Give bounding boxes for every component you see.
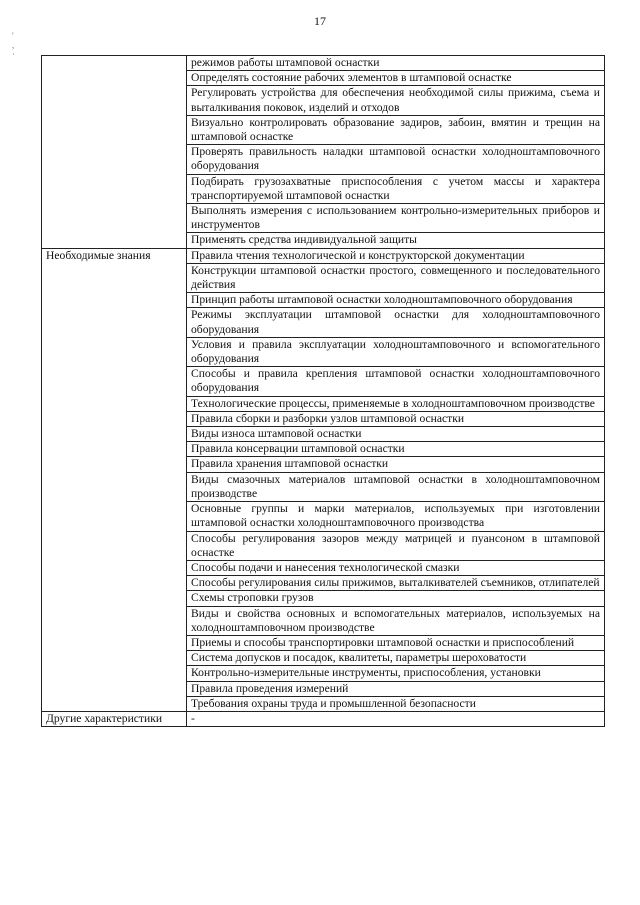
row-text: Регулировать устройства для обеспечения необходимой силы прижима, съема и выталкивания поковок, изделий и отходов (187, 86, 605, 115)
row-text: Виды смазочных материалов штамповой оснастки в холодноштамповочном производстве (187, 472, 605, 501)
row-text: режимов работы штамповой оснастки (187, 56, 605, 71)
row-text: Правила проведения измерений (187, 681, 605, 696)
row-text: Схемы строповки грузов (187, 591, 605, 606)
row-text: Применять средства индивидуальной защиты (187, 233, 605, 248)
row-text: Технологические процессы, применяемые в холодноштамповочном производстве (187, 396, 605, 411)
row-text: Требования охраны труда и промышленной безопасности (187, 696, 605, 711)
row-text: Правила хранения штамповой оснастки (187, 457, 605, 472)
row-text: Способы и правила крепления штамповой оснастки холодноштамповочного оборудования (187, 367, 605, 396)
row-label: Другие характеристики (42, 711, 187, 726)
table-row (42, 56, 605, 71)
requirements-table (41, 55, 605, 727)
row-text: Принцип работы штамповой оснастки холодноштамповочного оборудования (187, 293, 605, 308)
row-text: Правила чтения технологической и конструкторской документации (187, 248, 605, 263)
row-text: Подбирать грузозахватные приспособления с учетом массы и характера транспортируемой штамповой оснастки (187, 174, 605, 203)
page-number: 17 (314, 14, 326, 28)
row-text: Система допусков и посадок, квалитеты, параметры шероховатости (187, 651, 605, 666)
row-text: Определять состояние рабочих элементов в штамповой оснастке (187, 71, 605, 86)
table-row (42, 248, 605, 263)
row-label: Необходимые знания (42, 248, 187, 711)
row-text: Приемы и способы транспортировки штамповой оснастки и приспособлений (187, 635, 605, 650)
table-row (42, 711, 605, 726)
row-text: Правила консервации штамповой оснастки (187, 442, 605, 457)
row-label (42, 56, 187, 249)
row-text: Условия и правила эксплуатации холодноштамповочного и вспомогательного оборудования (187, 337, 605, 366)
row-text: Проверять правильность наладки штамповой оснастки холодноштамповочного оборудования (187, 145, 605, 174)
row-text: - (187, 711, 605, 726)
row-text: Выполнять измерения с использованием контрольно-измерительных приборов и инструментов (187, 204, 605, 233)
row-text: Контрольно-измерительные инструменты, приспособления, установки (187, 666, 605, 681)
row-text: Правила сборки и разборки узлов штамповой оснастки (187, 411, 605, 426)
scan-specks: ' , · (12, 31, 15, 59)
row-text: Способы регулирования силы прижимов, выталкивателей съемников, отлипателей (187, 576, 605, 591)
row-text: Способы подачи и нанесения технологической смазки (187, 560, 605, 575)
row-text: Конструкции штамповой оснастки простого, совмещенного и последовательного действия (187, 263, 605, 292)
row-text: Режимы эксплуатации штамповой оснастки для холодноштамповочного оборудования (187, 308, 605, 337)
row-text: Виды износа штамповой оснастки (187, 427, 605, 442)
table-body (42, 56, 605, 727)
row-text: Основные группы и марки материалов, используемых при изготовлении штамповой оснастки холодноштамповочного производства (187, 502, 605, 531)
row-text: Визуально контролировать образование задиров, забоин, вмятин и трещин на штамповой оснастке (187, 115, 605, 144)
row-text: Способы регулирования зазоров между матрицей и пуансоном в штамповой оснастке (187, 531, 605, 560)
row-text: Виды и свойства основных и вспомогательных материалов, используемых на холодноштамповочном производстве (187, 606, 605, 635)
